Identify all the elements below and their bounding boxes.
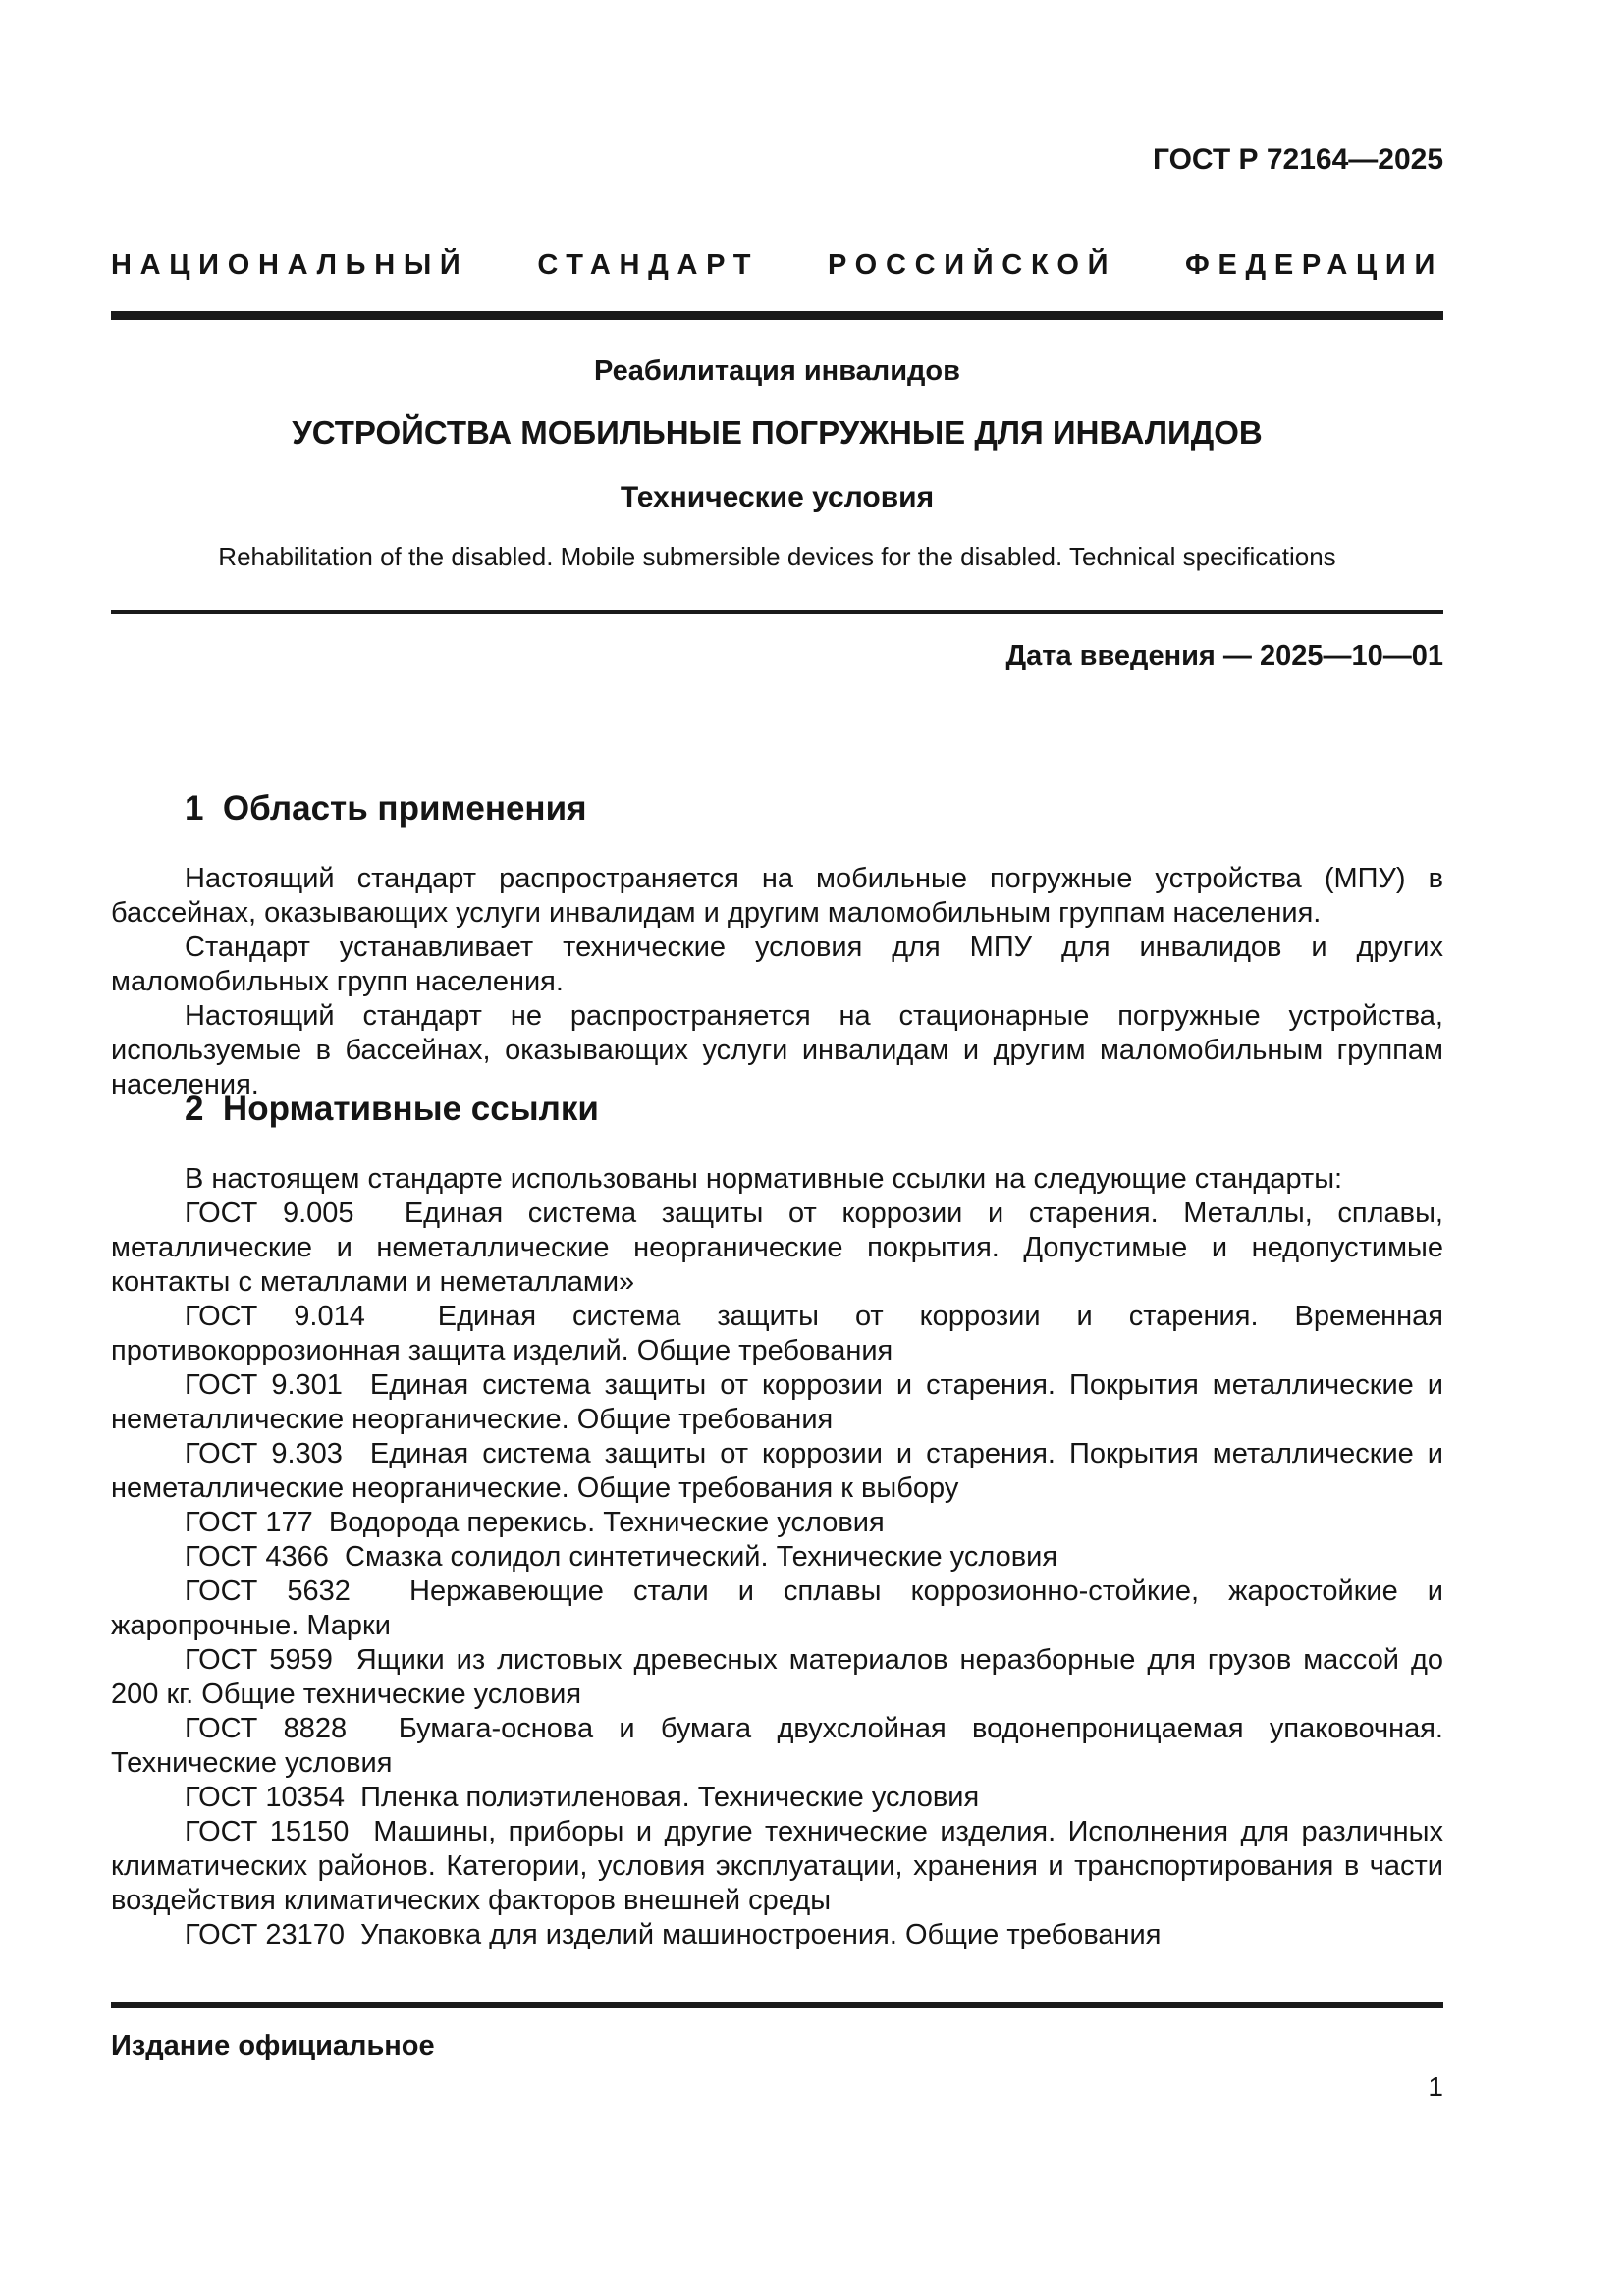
paragraph: ГОСТ 5959 Ящики из листовых древесных материалов неразборные для грузов массой до 200 кг. Общие технические условия [111,1644,1452,1710]
paragraph: ГОСТ 177 Водорода перекись. Технические условия [185,1507,885,1538]
section-normative-references [111,1090,1452,1952]
paragraph: ГОСТ 10354 Пленка полиэтиленовая. Технические условия [185,1782,980,1813]
paragraph: ГОСТ 8828 Бумага-основа и бумага двухслойная водонепроницаемая упаковочная. Технические условия [111,1713,1452,1779]
title-sub-ru: Технические условия [620,481,935,513]
official-edition-note: Издание официальное [111,2030,435,2061]
doc-code: ГОСТ Р 72164—2025 [1152,143,1443,176]
standard-banner: НАЦИОНАЛЬНЫЙ СТАНДАРТ РОССИЙСКОЙ ФЕДЕРАЦИИ [111,249,1443,281]
section-2-heading: 2 Нормативные ссылки [185,1090,599,1128]
paragraph: ГОСТ 9.014 Единая система защиты от коррозии и старения. Временная противокоррозионная защита изделий. Общие требования [111,1301,1452,1366]
effective-date: Дата введения — 2025—10—01 [1005,640,1443,671]
paragraph: Настоящий стандарт не распространяется на стационарные погружные устройства, используемые в бассейнах, оказывающих услуги инвалидам и другим маломобильным группам населения. [111,1000,1452,1100]
title-en: Rehabilitation of the disabled. Mobile submersible devices for the disabled. Technical specifications [218,542,1336,571]
title-rule [111,610,1443,614]
section-1-heading: 1 Область применения [185,789,587,828]
paragraph: ГОСТ 9.301 Единая система защиты от коррозии и старения. Покрытия металлические и неметаллические неорганические. Общие требования [111,1369,1452,1435]
page-number: 1 [1428,2071,1443,2102]
paragraph: ГОСТ 4366 Смазка солидол синтетический. Технические условия [185,1541,1058,1573]
paragraph: ГОСТ 15150 Машины, приборы и другие технические изделия. Исполнения для различных климатических районов. Категории, условия эксплуатации, хранения и транспортирования в части воздействия климатических факторов внешней среды [111,1816,1452,1916]
section-scope [111,789,1452,1102]
title-main-ru: УСТРОЙСТВА МОБИЛЬНЫЕ ПОГРУЖНЫЕ ДЛЯ ИНВАЛИДОВ [292,414,1263,451]
paragraph: ГОСТ 9.005 Единая система защиты от коррозии и старения. Металлы, сплавы, металлические и неметаллические неорганические покрытия. Допустимые и недопустимые контакты с металлами и неметаллами» [111,1198,1452,1298]
title-group-ru: Реабилитация инвалидов [594,355,960,387]
header-rule [111,311,1443,320]
paragraph: Стандарт устанавливает технические условия для МПУ для инвалидов и других маломобильных групп населения. [111,932,1452,997]
paragraph: ГОСТ 9.303 Единая система защиты от коррозии и старения. Покрытия металлические и неметаллические неорганические. Общие требования к выбору [111,1438,1452,1504]
footer-rule [111,2002,1443,2008]
paragraph: Настоящий стандарт распространяется на мобильные погружные устройства (МПУ) в бассейнах, оказывающих услуги инвалидам и другим маломобильным группам населения. [111,863,1452,929]
paragraph: В настоящем стандарте использованы нормативные ссылки на следующие стандарты: [185,1163,1343,1195]
paragraph: ГОСТ 23170 Упаковка для изделий машиностроения. Общие требования [185,1919,1162,1950]
paragraph: ГОСТ 5632 Нержавеющие стали и сплавы коррозионно-стойкие, жаростойкие и жаропрочные. Марки [111,1575,1452,1641]
